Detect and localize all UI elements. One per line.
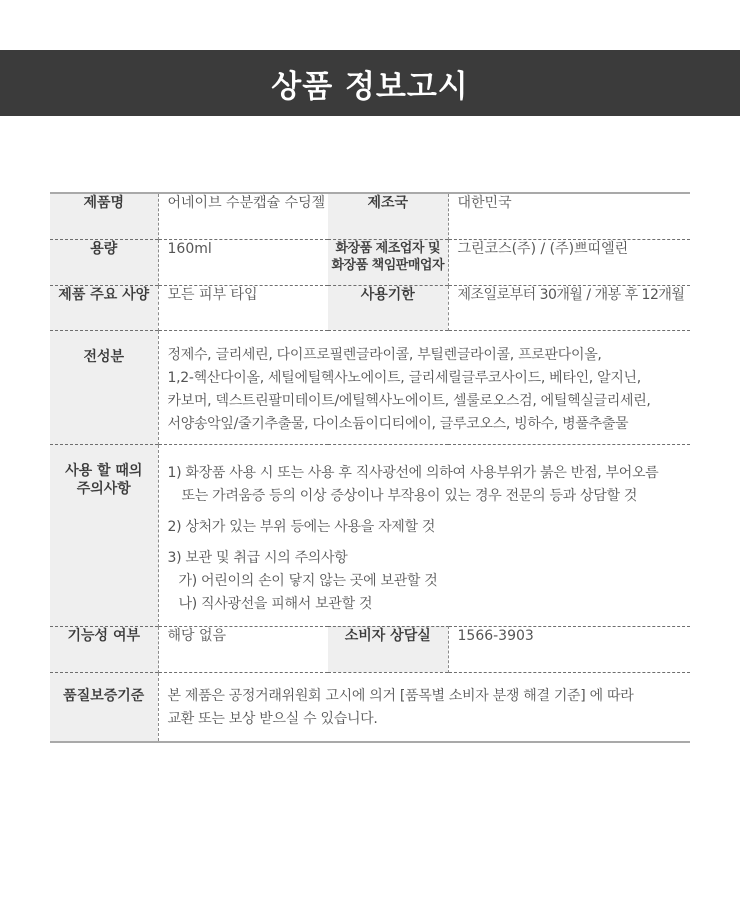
ingredients-label: 전성분	[50, 330, 158, 444]
table-row	[50, 285, 690, 330]
manufacturer-label-line2: 화장품 책임판매업자	[331, 257, 445, 273]
table-row	[50, 672, 690, 742]
product-info-table	[50, 192, 690, 743]
table-row	[50, 330, 690, 444]
country-label: 제조국	[328, 193, 448, 239]
skin-type-value: 모든 피부 타입	[158, 285, 328, 330]
ingredients-line: 1,2-헥산다이올, 세틸에틸헥사노에이트, 글리세릴글루코사이드, 베타인, 알지닌,	[167, 369, 641, 386]
expiry-label: 사용기한	[328, 285, 448, 330]
caution-label	[50, 444, 158, 626]
quality-label: 품질보증기준	[50, 672, 158, 742]
product-name-label: 제품명	[50, 193, 158, 239]
caution-item-2: 2) 상처가 있는 부위 등에는 사용을 자제할 것	[167, 518, 436, 535]
caution-cell	[158, 444, 690, 626]
caution-item-3: 3) 보관 및 취급 시의 주의사항	[167, 549, 348, 566]
caution-item-1-cont: 또는 가려움증 등의 이상 증상이나 부작용이 있는 경우 전문의 등과 상담할 것	[181, 487, 638, 504]
caution-item-1: 1) 화장품 사용 시 또는 사용 후 직사광선에 의하여 사용부위가 붉은 반점, 부어오름	[167, 464, 659, 481]
table-row	[50, 193, 690, 239]
ingredients-line: 서양송악잎/줄기추출물, 다이소듐이디티에이, 글루코오스, 빙하수, 병풀추출물	[167, 415, 629, 432]
volume-label: 용량	[50, 239, 158, 285]
caution-label-line2: 주의사항	[76, 480, 131, 497]
functional-value: 해당 없음	[158, 626, 328, 672]
page-title: 상품 정보고시	[271, 68, 469, 105]
table-row	[50, 626, 690, 672]
ingredients-cell	[158, 330, 690, 444]
expiry-value: 제조일로부터 30개월 / 개봉 후 12개월	[448, 285, 690, 330]
caution-item-3a: 가) 어린이의 손이 닿지 않는 곳에 보관할 것	[178, 572, 438, 589]
skin-type-label: 제품 주요 사양	[50, 285, 158, 330]
ingredients-line: 카보머, 덱스트린팔미테이트/에틸헥사노에이트, 셀룰로오스검, 에틸헥실글리세린,	[167, 392, 651, 409]
consumer-center-label: 소비자 상담실	[328, 626, 448, 672]
quality-cell	[158, 672, 690, 742]
page-header	[0, 50, 740, 116]
caution-item-3b: 나) 직사광선을 피해서 보관할 것	[178, 595, 373, 612]
country-value: 대한민국	[457, 195, 512, 211]
volume-value: 160ml	[158, 239, 328, 285]
manufacturer-label-line1: 화장품 제조업자 및	[335, 240, 441, 256]
consumer-center-value: 1566-3903	[448, 626, 690, 672]
caution-label-line1: 사용 할 때의	[65, 462, 143, 479]
quality-line: 교환 또는 보상 받으실 수 있습니다.	[167, 710, 378, 727]
functional-label: 기능성 여부	[50, 626, 158, 672]
manufacturer-label	[328, 239, 448, 285]
manufacturer-value: 그린코스(주) / (주)쁘띠엘린	[448, 239, 690, 285]
table-row	[50, 239, 690, 285]
table-row	[50, 444, 690, 626]
ingredients-line: 정제수, 글리세린, 다이프로필렌글라이콜, 부틸렌글라이콜, 프로판다이올,	[167, 346, 602, 363]
quality-line: 본 제품은 공정거래위원회 고시에 의거 [품목별 소비자 분쟁 해결 기준] 에 따라	[167, 687, 634, 704]
product-name-value: 어네이브 수분캡슐 수딩젤	[167, 195, 326, 211]
